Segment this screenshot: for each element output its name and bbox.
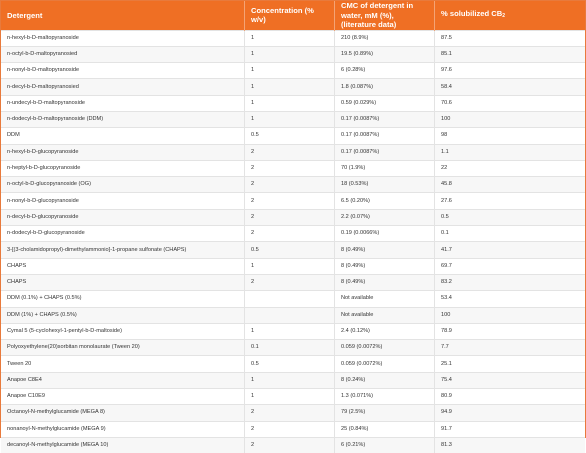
- cell-solubilized: 45.8: [435, 177, 586, 193]
- cell-solubilized: 53.4: [435, 291, 586, 307]
- cell-concentration: 1: [245, 63, 335, 79]
- cell-detergent: CHAPS: [1, 258, 245, 274]
- cell-concentration: 1: [245, 111, 335, 127]
- cell-concentration: 1: [245, 372, 335, 388]
- table-row: [1, 389, 585, 405]
- cell-cmc: 0.17 (0.0087%): [335, 111, 435, 127]
- cell-solubilized: 1.1: [435, 144, 586, 160]
- cell-solubilized: 94.9: [435, 405, 586, 421]
- table-row: [1, 405, 585, 421]
- cell-detergent: Polyoxyethylene(20)sorbitan monolaurate (Tween 20): [1, 340, 245, 356]
- cell-cmc: 70 (1.9%): [335, 160, 435, 176]
- cell-cmc: 25 (0.84%): [335, 421, 435, 437]
- cell-concentration: 2: [245, 437, 335, 453]
- table-row: [1, 291, 585, 307]
- cell-detergent: Tween 20: [1, 356, 245, 372]
- cell-solubilized: 81.3: [435, 437, 586, 453]
- cell-cmc: 0.17 (0.0087%): [335, 144, 435, 160]
- cell-detergent: n-octyl-b-D-glucopyranoside (OG): [1, 177, 245, 193]
- cell-cmc: 0.059 (0.0072%): [335, 340, 435, 356]
- cell-detergent: Octanoyl-N-methylglucamide (MEGA 8): [1, 405, 245, 421]
- cell-concentration: 1: [245, 46, 335, 62]
- table-row: [1, 209, 585, 225]
- cell-detergent: n-dodecyl-b-D-glucopyranoside: [1, 226, 245, 242]
- table-row: [1, 193, 585, 209]
- cell-cmc: 0.59 (0.029%): [335, 95, 435, 111]
- cell-cmc: 2.2 (0.07%): [335, 209, 435, 225]
- cell-cmc: 6 (0.21%): [335, 437, 435, 453]
- cell-detergent: Anapoe C10E9: [1, 389, 245, 405]
- cell-detergent: n-undecyl-b-D-maltopyranoside: [1, 95, 245, 111]
- cell-cmc: 210 (8.9%): [335, 30, 435, 46]
- table-row: [1, 421, 585, 437]
- cell-concentration: 1: [245, 323, 335, 339]
- table-row: [1, 144, 585, 160]
- cell-solubilized: 22: [435, 160, 586, 176]
- cell-cmc: 2.4 (0.12%): [335, 323, 435, 339]
- cell-detergent: CHAPS: [1, 274, 245, 290]
- cell-cmc: 6.5 (0.20%): [335, 193, 435, 209]
- cell-solubilized: 41.7: [435, 242, 586, 258]
- cell-cmc: 0.17 (0.0087%): [335, 128, 435, 144]
- cell-concentration: 1: [245, 95, 335, 111]
- cell-solubilized: 85.1: [435, 46, 586, 62]
- table-row: [1, 323, 585, 339]
- cell-concentration: 0.5: [245, 242, 335, 258]
- cell-concentration: 2: [245, 421, 335, 437]
- cell-concentration: 1: [245, 79, 335, 95]
- cell-cmc: Not available: [335, 307, 435, 323]
- table-row: [1, 307, 585, 323]
- cell-concentration: 2: [245, 274, 335, 290]
- cell-solubilized: 69.7: [435, 258, 586, 274]
- cell-solubilized: 58.4: [435, 79, 586, 95]
- cell-detergent: n-octyl-b-D-maltopyranosied: [1, 46, 245, 62]
- cell-solubilized: 27.6: [435, 193, 586, 209]
- table-row: [1, 111, 585, 127]
- table-row: [1, 63, 585, 79]
- cell-detergent: 3-[(3-cholamidopropyl)-dimethylammonio]-1-propane sulfonate (CHAPS): [1, 242, 245, 258]
- table-row: [1, 128, 585, 144]
- table-row: [1, 30, 585, 46]
- cell-detergent: nonanoyl-N-methylglucamide (MEGA 9): [1, 421, 245, 437]
- cell-concentration: [245, 307, 335, 323]
- table-row: [1, 160, 585, 176]
- header-concentration: Concentration (% w/v): [245, 1, 335, 30]
- cell-solubilized: 80.9: [435, 389, 586, 405]
- cell-concentration: 1: [245, 389, 335, 405]
- cell-detergent: n-decyl-b-D-glucopyranoside: [1, 209, 245, 225]
- cell-solubilized: 78.9: [435, 323, 586, 339]
- table-row: [1, 226, 585, 242]
- table-header-row: [1, 1, 585, 30]
- table-row: [1, 340, 585, 356]
- cell-solubilized: 75.4: [435, 372, 586, 388]
- cell-concentration: 2: [245, 144, 335, 160]
- table-row: [1, 46, 585, 62]
- header-detergent: Detergent: [1, 1, 245, 30]
- cell-detergent: n-dodecyl-b-D-maltopyranoside (DDM): [1, 111, 245, 127]
- cell-solubilized: 83.2: [435, 274, 586, 290]
- table-row: [1, 95, 585, 111]
- table-row: [1, 372, 585, 388]
- cell-cmc: 19.5 (0.89%): [335, 46, 435, 62]
- cell-detergent: DDM (0.1%) + CHAPS (0.5%): [1, 291, 245, 307]
- cell-cmc: 8 (0.49%): [335, 242, 435, 258]
- cell-detergent: n-nonyl-b-D-glucopyranoside: [1, 193, 245, 209]
- cell-solubilized: 87.5: [435, 30, 586, 46]
- cell-concentration: 2: [245, 209, 335, 225]
- cell-detergent: Cymal 5 (5-cyclohexyl-1-pentyl-b-D-maltoside): [1, 323, 245, 339]
- header-cmc: CMC of detergent in water, mM (%), (literature data): [335, 1, 435, 30]
- cell-solubilized: 100: [435, 307, 586, 323]
- cell-detergent: n-nonyl-b-D-maltopyranoside: [1, 63, 245, 79]
- header-solubilized: [435, 1, 586, 30]
- cell-detergent: DDM: [1, 128, 245, 144]
- cell-concentration: 0.5: [245, 128, 335, 144]
- cell-cmc: Not available: [335, 291, 435, 307]
- cell-concentration: 2: [245, 193, 335, 209]
- cell-detergent: n-hexyl-b-D-maltopyranoside: [1, 30, 245, 46]
- header-solubilized-label: % solubilized CB: [441, 9, 503, 18]
- cell-cmc: 1.8 (0.087%): [335, 79, 435, 95]
- cell-detergent: n-heptyl-b-D-glucopyranoside: [1, 160, 245, 176]
- cell-cmc: 8 (0.49%): [335, 274, 435, 290]
- cell-concentration: 2: [245, 160, 335, 176]
- table-row: [1, 274, 585, 290]
- cell-solubilized: 98: [435, 128, 586, 144]
- cell-concentration: 0.1: [245, 340, 335, 356]
- table-row: [1, 258, 585, 274]
- cell-concentration: 1: [245, 258, 335, 274]
- cell-solubilized: 70.6: [435, 95, 586, 111]
- cell-concentration: 2: [245, 226, 335, 242]
- cell-cmc: 0.059 (0.0072%): [335, 356, 435, 372]
- table-row: [1, 437, 585, 453]
- cell-solubilized: 100: [435, 111, 586, 127]
- detergent-table: [1, 1, 585, 453]
- table-row: [1, 177, 585, 193]
- table-row: [1, 242, 585, 258]
- cell-cmc: 1.3 (0.071%): [335, 389, 435, 405]
- cell-cmc: 8 (0.24%): [335, 372, 435, 388]
- cell-concentration: [245, 291, 335, 307]
- cell-solubilized: 97.6: [435, 63, 586, 79]
- cell-detergent: n-hexyl-b-D-glucopyranoside: [1, 144, 245, 160]
- cell-cmc: 0.19 (0.0066%): [335, 226, 435, 242]
- cell-detergent: Anapoe C8E4: [1, 372, 245, 388]
- cell-detergent: DDM (1%) + CHAPS (0.5%): [1, 307, 245, 323]
- cell-solubilized: 0.5: [435, 209, 586, 225]
- cell-concentration: 2: [245, 405, 335, 421]
- cell-cmc: 8 (0.49%): [335, 258, 435, 274]
- cell-concentration: 0.5: [245, 356, 335, 372]
- cell-cmc: 6 (0.28%): [335, 63, 435, 79]
- cell-solubilized: 0.1: [435, 226, 586, 242]
- cell-solubilized: 25.1: [435, 356, 586, 372]
- cell-detergent: n-decyl-b-D-maltopyranosied: [1, 79, 245, 95]
- cell-cmc: 18 (0.53%): [335, 177, 435, 193]
- cell-concentration: 2: [245, 177, 335, 193]
- table-row: [1, 356, 585, 372]
- cell-detergent: decanoyl-N-methylglucamide (MEGA 10): [1, 437, 245, 453]
- table-row: [1, 79, 585, 95]
- table-body: [1, 30, 585, 453]
- cell-concentration: 1: [245, 30, 335, 46]
- cell-cmc: 79 (2.5%): [335, 405, 435, 421]
- header-solubilized-subscript: 2: [502, 13, 505, 19]
- cell-solubilized: 7.7: [435, 340, 586, 356]
- cell-solubilized: 91.7: [435, 421, 586, 437]
